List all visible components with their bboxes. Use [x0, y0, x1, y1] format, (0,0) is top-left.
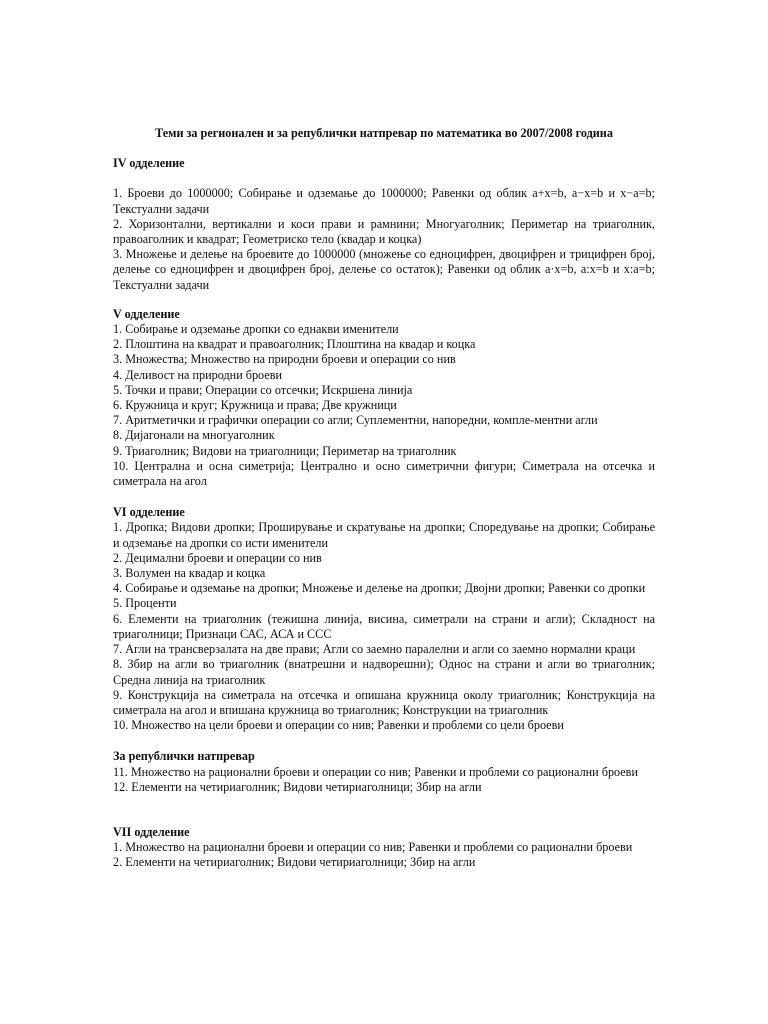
section-heading: V одделение — [113, 306, 180, 321]
topic-item: 12. Елементи на четириаголник; Видови четириаголници; Збир на агли — [113, 779, 482, 794]
topic-item: 8. Збир на агли во триаголник (внатрешни и надворешни); Однос на страни и агли во триаголник; Средна линија на триаголник — [113, 657, 655, 687]
document-title: Теми за регионален и за републички натпревар по математика во 2007/2008 година — [155, 126, 613, 140]
topic-item: 11. Множество на рационални броеви и операции со нив; Равенки и проблеми со рационални броеви — [113, 764, 638, 779]
topic-list — [113, 186, 655, 292]
section-grade-4 — [113, 156, 655, 293]
topic-item: 2. Децимални броеви и операции со нив — [113, 550, 322, 565]
topic-item: 9. Конструкција на симетрала на отсечка и опишана кружница околу триаголник; Конструкција на симетрала на агол и впишана кружница во триаголник; Конструкции на триаголник — [113, 687, 655, 717]
topic-list — [113, 840, 655, 870]
topic-item: 5. Точки и прави; Операции со отсечки; Искршена линија — [113, 382, 413, 397]
topic-item: 3. Волумен на квадар и коцка — [113, 566, 266, 581]
topic-item: 5. Проценти — [113, 596, 177, 611]
section-grade-6 — [113, 505, 655, 733]
document-page — [113, 126, 655, 881]
topic-item: 3. Множества; Множество на природни броеви и операции со нив — [113, 352, 456, 367]
section-heading: VII одделение — [113, 824, 190, 839]
topic-item: 8. Дијагонали на многуаголник — [113, 428, 275, 443]
topic-item: 1. Собирање и одземање дропки со еднакви именители — [113, 322, 399, 337]
topic-item: 1. Множество на рационални броеви и операции со нив; Равенки и проблеми со рационални броеви — [113, 840, 633, 855]
section-grade-7 — [113, 825, 655, 871]
topic-list — [113, 322, 655, 489]
topic-item: 4. Деливост на природни броеви — [113, 367, 282, 382]
topic-item: 10. Множество на цели броеви и операции со нив; Равенки и проблеми со цели броеви — [113, 718, 564, 733]
topic-item: 6. Елементи на триаголник (тежишна линија, висина, симетрали на страни и агли); Складност на триаголници; Признаци САС, АСА и ССС — [113, 611, 655, 641]
topic-list — [113, 765, 655, 795]
topic-item: 6. Кружница и круг; Кружница и права; Две кружници — [113, 398, 397, 413]
topic-list — [113, 520, 655, 733]
section-heading: VI одделение — [113, 505, 185, 520]
section-republic — [113, 749, 655, 795]
topic-item: 1. Броеви до 1000000; Собирање и одземање до 1000000; Равенки од облик a+x=b, a−x=b и x−a=b; Текстуални задачи — [113, 186, 655, 216]
section-heading: IV одделение — [113, 156, 185, 171]
section-heading: За републички натпревар — [113, 749, 255, 764]
section-grade-5 — [113, 307, 655, 489]
topic-item: 2. Плоштина на квадрат и правоаголник; Плоштина на квадар и коцка — [113, 337, 476, 352]
topic-item: 7. Агли на трансверзалата на две прави; Агли со заемно паралелни и агли со заемно нормални краци — [113, 642, 636, 657]
topic-item: 4. Собирање и одземање на дропки; Множење и делење на дропки; Двојни дропки; Равенки со дропки — [113, 581, 646, 596]
topic-item: 2. Елементи на четириаголник; Видови четириаголници; Збир на агли — [113, 855, 476, 870]
topic-item: 1. Дропка; Видови дропки; Проширување и скратување на дропки; Споредување на дропки; Собирање и одземање на дропки со исти именители — [113, 520, 655, 550]
topic-item: 7. Аритметички и графички операции со агли; Суплементни, напоредни, компле-ментни агли — [113, 413, 598, 428]
topic-item: 10. Централна и осна симетрија; Централно и осно симетрични фигури; Симетрала на отсечка и симетрала на агол — [113, 458, 655, 489]
topic-item: 3. Множење и делење на броевите до 1000000 (множење со едноцифрен, двоцифрен и трицифрен број, делење со едноцифрен и двоцифрен број, делење со остаток); Равенки од облик a·x=b, a:x=b и x:a=b; Текстуални задачи — [113, 247, 655, 292]
topic-item: 9. Триаголник; Видови на триаголници; Периметар на триаголник — [113, 443, 457, 458]
topic-item: 2. Хоризонтални, вертикални и коси прави и рамнини; Многуаголник; Периметар на триаголник, правоаголник и квадрат; Геометриско тело (квадар и коцка) — [113, 216, 655, 247]
